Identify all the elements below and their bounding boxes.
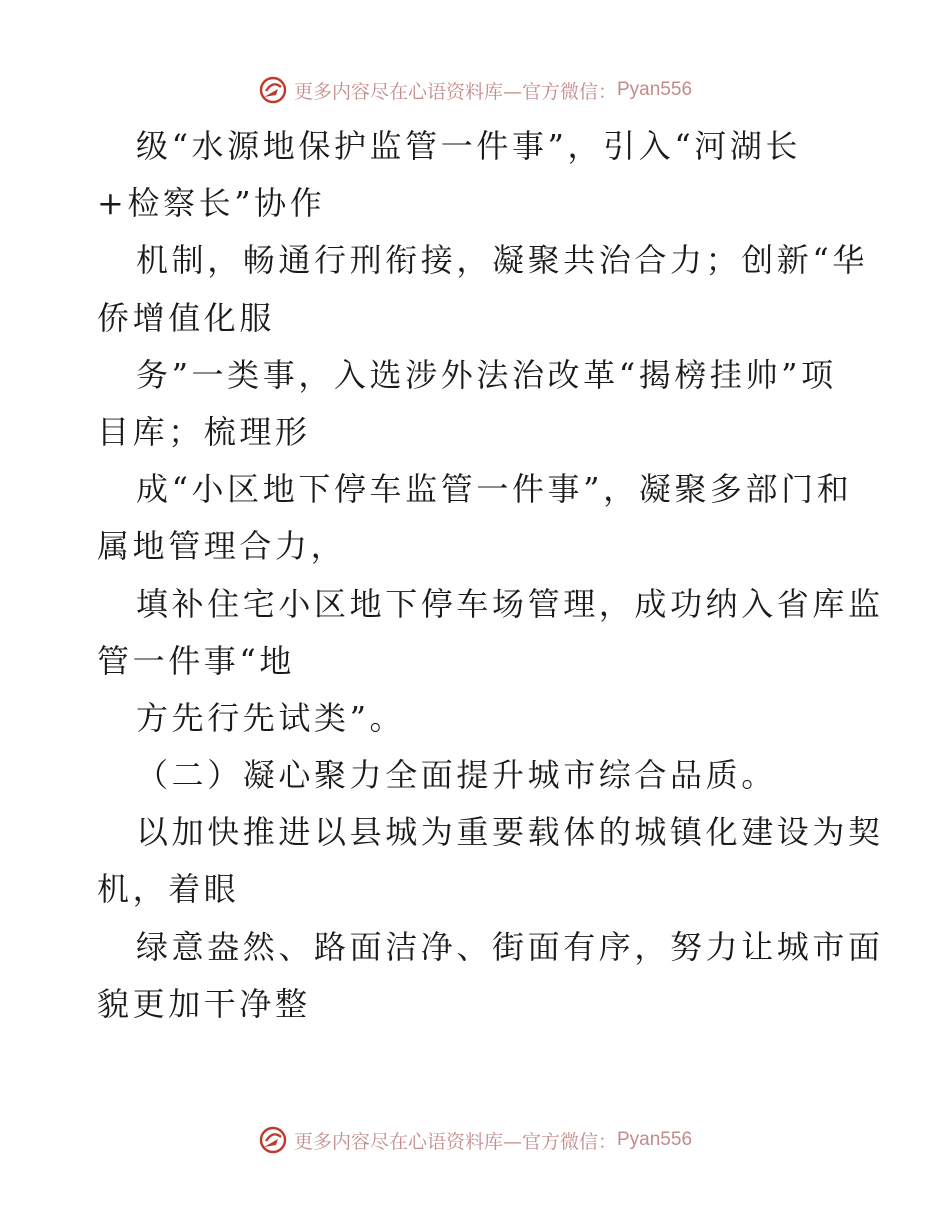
text-line: 属地管理合力， <box>97 527 347 566</box>
header-watermark <box>0 70 950 110</box>
text-line: （二）凝心聚力全面提升城市综合品质。 <box>136 756 777 795</box>
watermark-handle: Pyan556 <box>617 79 693 100</box>
text-line: 务”一类事，入选涉外法治改革“揭榜挂帅”项 <box>136 355 837 394</box>
document-body <box>97 118 884 1033</box>
text-line: 级“水源地保护监管一件事”，引入“河湖长 <box>136 127 802 165</box>
text-line: 貌更加干净整 <box>97 984 311 1023</box>
watermark-handle: Pyan556 <box>617 1129 693 1150</box>
text-line: 成“小区地下停车监管一件事”，凝聚多部门和 <box>136 470 853 509</box>
text-line: 机，着眼 <box>97 870 240 909</box>
brand-logo-icon <box>258 1125 288 1155</box>
text-line: 绿意盎然、路面洁净、街面有序，努力让城市面 <box>136 927 884 966</box>
text-line: 机制，畅通行刑衔接，凝聚共治合力；创新“华 <box>136 241 868 280</box>
footer-watermark <box>0 1120 950 1160</box>
text-line: +检察长”协作 <box>97 184 326 223</box>
text-line: 目库；梳理形 <box>97 412 311 451</box>
watermark-text: 更多内容尽在心语资料库—官方微信： <box>293 80 617 103</box>
text-line: 方先行先试类”。 <box>136 698 406 737</box>
text-line: 管一件事“地 <box>97 641 295 680</box>
text-line: 填补住宅小区地下停车场管理，成功纳入省库监 <box>136 584 884 623</box>
text-line: 侨增值化服 <box>97 298 276 337</box>
brand-logo-icon <box>258 75 288 105</box>
watermark-text: 更多内容尽在心语资料库—官方微信： <box>293 1130 617 1153</box>
text-line: 以加快推进以县城为重要载体的城镇化建设为契 <box>136 813 884 852</box>
